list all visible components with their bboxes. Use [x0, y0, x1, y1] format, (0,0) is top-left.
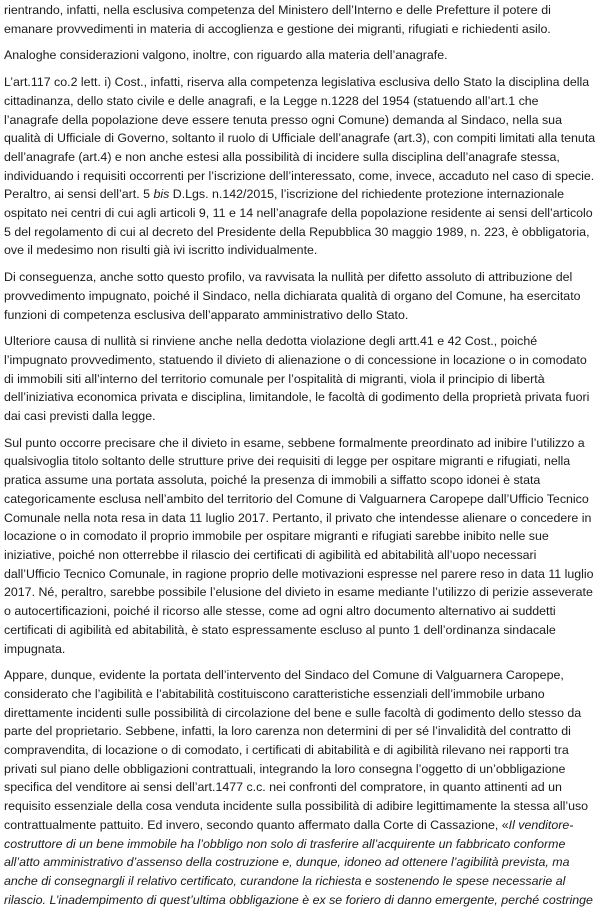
- paragraph-text: Di conseguenza, anche sotto questo profilo, va ravvisata la nullità per difetto assoluto di attribuzione del provvedimento impugnato, poiché il Sindaco, nella dichiarata qualità di organo del Comune, ha esercitato funzioni di competenza esclusiva dell’apparato amministrativo dello Stato.: [4, 270, 581, 322]
- paragraph-text: rientrando, infatti, nella esclusiva competenza del Ministero dell’Interno e delle Prefetture il potere di emanare provvedimenti in materia di accoglienza e gestione dei migranti, rifugiati e richiedenti asilo.: [4, 3, 551, 36]
- paragraph-text: Sul punto occorre precisare che il divieto in esame, sebbene formalmente preordinato ad inibire l’utilizzo a qualsivoglia titolo soltanto delle strutture prive dei requisiti di legge per ospitare migranti e rifugiati, nella pratica assume una portata assoluta, poiché la presenza di immobili a siffatto scopo idonei è stata categoricamente esclusa nell’ambito del territorio del Comune di Valguarnera Caropepe dall’Ufficio Tecnico Comunale nella nota resa in data 11 luglio 2017. Pertanto, il privato che intendesse alienare o concedere in locazione o in comodato il proprio immobile per ospitare migranti e rifugiati sarebbe inibito nelle sue iniziative, poiché non otterrebbe il rilascio dei certificati di agibilità ed abitabilità all’uopo necessari dall’Ufficio Tecnico Comunale, in ragione proprio delle motivazioni espresse nel parere reso in data 11 luglio 2017. Né, peraltro, sarebbe possibile l’elusione del divieto in esame mediante l’utilizzo di perizie asseverate o autocertificazioni, poiché il ricorso alle stesse, come ad ogni altro documento alternativo ai suddetti certificati di agibilità ed abitabilità, è stato espressamente escluso al punto 1 dell’ordinanza sindacale impugnata.: [4, 435, 594, 656]
- paragraph-text: D.Lgs. n.142/2015, l’iscrizione del richiedente protezione internazionale ospitato nei centri di cui agli articoli 9, 11 e 14 nell’anagrafe della popolazione residente ai sensi dell’articolo 5 del regolamento di cui al decreto del Presidente della Repubblica 30 maggio 1989, n. 223, è obbligatoria, ove il medesimo non risulti già ivi iscritto individualmente.: [4, 187, 593, 258]
- italic-text: Il venditore-costruttore di un bene immobile ha l’obbligo non solo di trasferire all’acquirente un fabbricato conforme all’atto amministrativo d’assenso della costruzione e, dunque, idoneo ad ottenere l’agibilità prevista, ma anche di consegnargli il relativo certificato, curandone la richiesta e sostenendo le spese necessarie al rilascio. L’inadempimento di quest’ultima obbligazione è ex se foriero di danno emergente, perché costringe: [4, 817, 593, 907]
- paragraph: [4, 73, 596, 260]
- paragraph-text: Analoghe considerazioni valgono, inoltre, con riguardo alla materia dell’anagrafe.: [4, 48, 448, 63]
- paragraph: [4, 666, 596, 909]
- paragraph: [4, 1, 596, 38]
- document-page: [4, 0, 596, 917]
- paragraph-text: Ulteriore causa di nullità si rinviene anche nella dedotta violazione degli artt.41 e 42 Cost., poiché l’impugnato provvedimento, statuendo il divieto di alienazione o di concessione in locazione o in comodato di immobili siti all’interno del territorio comunale per l’ospitalità di migranti, viola il principio di libertà dell’iniziativa economica privata e disciplina, limitandole, le facoltà di godimento della proprietà privata fuori dai casi previsti dalla legge.: [4, 334, 590, 424]
- paragraph-text: L’art.117 co.2 lett. i) Cost., infatti, riserva alla competenza legislativa esclusiva dello Stato la disciplina della cittadinanza, dello stato civile e delle anagrafi, e la Legge n.1228 del 1954 (statuendo all’art.1 che l’anagrafe della popolazione deve essere tenuta presso ogni Comune) demanda al Sindaco, nella sua qualità di Ufficiale di Governo, soltanto il ruolo di Ufficiale dell’anagrafe (art.3), con compiti limitati alla tenuta dell’anagrafe (art.4) e non anche estesi alla possibilità di incidere sulla disciplina dell’anagrafe stessa, individuando i requisiti occorrenti per l’iscrizione dell’interessato, come, invece, accaduto nel caso di specie. Peraltro, ai sensi dell’art. 5: [4, 75, 596, 202]
- italic-text: bis: [153, 187, 170, 202]
- paragraph: [4, 434, 596, 658]
- paragraph: [4, 46, 596, 65]
- paragraph: [4, 268, 596, 324]
- paragraph-text: Appare, dunque, evidente la portata dell’intervento del Sindaco del Comune di Valguarnera Caropepe, considerato che l’agibilità e l’abitabilità costituiscono caratteristiche essenziali dell’immobile urbano direttamente incidenti sulle possibilità di circolazione del bene e sulle facoltà di godimento dello stesso da parte del proprietario. Sebbene, infatti, la loro carenza non determini di per sé l’invalidità del contratto di compravendita, di locazione o di comodato, i certificati di abitabilità e di agibilità rilevano nei rapporti tra privati sul piano delle obbligazioni contrattuali, integrando la loro consegna l’oggetto di un’obbligazione specifica del venditore ai sensi dell’art.1477 c.c. nei confronti del compratore, in quanto attinenti ad un requisito essenziale della cosa venduta incidente sulla possibilità di adibire legittimamente la stessa all’uso contrattualmente pattuito. Ed invero, secondo quanto affermato dalla Corte di Cassazione, «: [4, 668, 589, 832]
- paragraph: [4, 332, 596, 426]
